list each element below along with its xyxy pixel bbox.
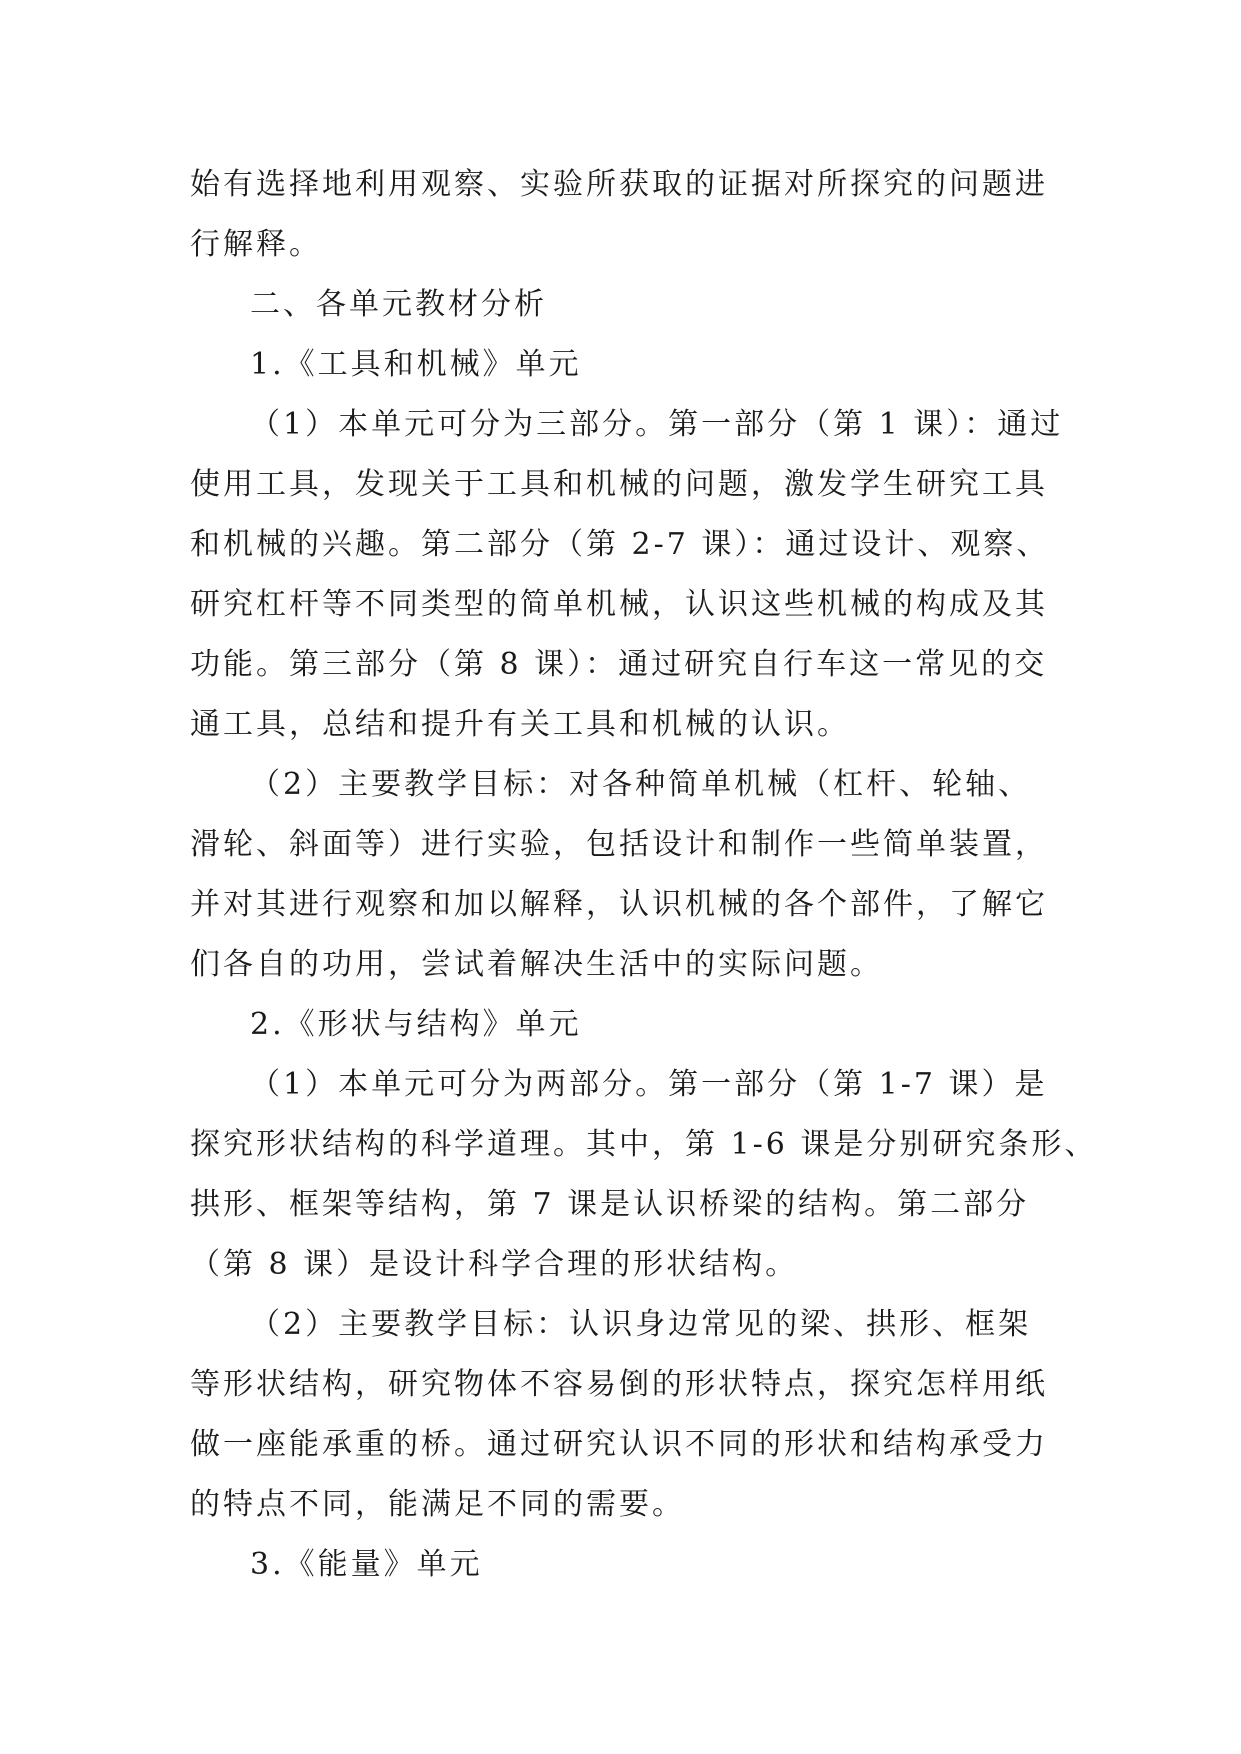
paragraph-line: 和机械的兴趣。第二部分（第 2-7 课）：通过设计、观察、 [190, 527, 1050, 562]
paragraph-line: 做一座能承重的桥。通过研究认识不同的形状和结构承受力 [190, 1427, 1048, 1462]
paragraph-line: 研究杠杆等不同类型的简单机械，认识这些机械的构成及其 [190, 587, 1048, 622]
paragraph-line: （2）主要教学目标：对各种简单机械（杠杆、轮轴、 [250, 767, 1032, 802]
paragraph-line: 滑轮、斜面等）进行实验，包括设计和制作一些简单装置， [190, 827, 1048, 862]
paragraph-line: 功能。第三部分（第 8 课）：通过研究自行车这一常见的交 [190, 647, 1048, 682]
paragraph-line: 探究形状结构的科学道理。其中，第 1-6 课是分别研究条形、 [190, 1127, 1098, 1162]
paragraph-line: 始有选择地利用观察、实验所获取的证据对所探究的问题进 [190, 167, 1048, 202]
paragraph-line: 使用工具，发现关于工具和机械的问题，激发学生研究工具 [190, 467, 1048, 502]
paragraph-line: （1）本单元可分为三部分。第一部分（第 1 课）：通过 [250, 407, 1064, 442]
paragraph-line: 们各自的功用，尝试着解决生活中的实际问题。 [190, 947, 883, 982]
paragraph-line: （第 8 课）是设计科学合理的形状结构。 [190, 1247, 799, 1282]
unit-heading: 3.《能量》单元 [250, 1547, 483, 1582]
paragraph-line: 拱形、框架等结构，第 7 课是认识桥梁的结构。第二部分 [190, 1187, 1030, 1222]
paragraph-line: 行解释。 [190, 227, 322, 262]
paragraph-line: 通工具，总结和提升有关工具和机械的认识。 [190, 707, 850, 742]
paragraph-line: 的特点不同，能满足不同的需要。 [190, 1487, 685, 1522]
paragraph-line: （2）主要教学目标：认识身边常见的梁、拱形、框架 [250, 1307, 1032, 1342]
unit-heading: 1.《工具和机械》单元 [250, 347, 582, 382]
paragraph-line: 并对其进行观察和加以解释，认识机械的各个部件，了解它 [190, 887, 1048, 922]
document-body [190, 155, 1098, 1595]
paragraph-line: （1）本单元可分为两部分。第一部分（第 1-7 课）是 [250, 1067, 1048, 1102]
section-heading: 二、各单元教材分析 [250, 287, 547, 322]
unit-heading: 2.《形状与结构》单元 [250, 1007, 582, 1042]
paragraph-line: 等形状结构，研究物体不容易倒的形状特点，探究怎样用纸 [190, 1367, 1048, 1402]
